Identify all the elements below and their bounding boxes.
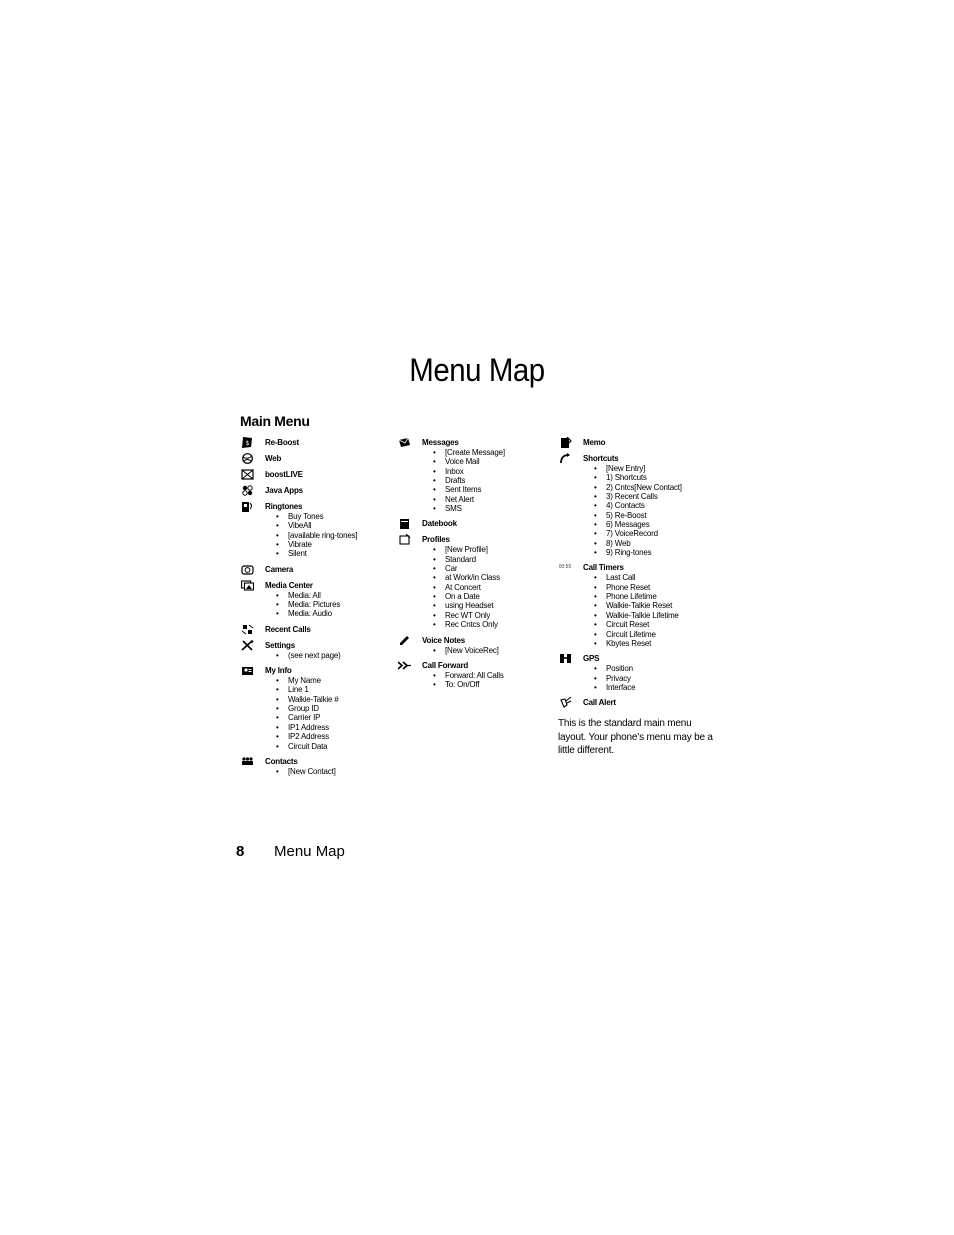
menu-item-camera [240,564,395,575]
submenu-item: • Privacy [583,674,713,683]
submenu-list [422,671,552,690]
menu-item-re-boost [240,437,395,448]
call-forward-icon [397,660,411,671]
submenu-item: • Line 1 [265,685,395,694]
menu-item-memo [558,437,713,448]
voice-notes-icon [397,635,411,646]
datebook-icon [397,518,411,529]
submenu-list [265,767,395,776]
svg-text:$: $ [245,440,249,447]
submenu-list [583,573,713,648]
menu-item-label: GPS [583,654,600,664]
submenu-item: • Buy Tones [265,512,395,521]
submenu-item: • Circuit Reset [583,620,713,629]
footer-label: Menu Map [274,843,345,860]
media-center-icon [240,580,254,591]
submenu-item: • Media: Pictures [265,600,395,609]
menu-item-label: Ringtones [265,502,303,511]
page-footer [236,843,345,860]
submenu-list [583,464,713,557]
submenu-item: • Circuit Data [265,742,395,751]
menu-item-datebook [397,518,552,529]
submenu-item: • Vibrate [265,540,395,549]
submenu-item: • Car [422,564,552,573]
submenu-item: • Standard [422,555,552,564]
submenu-item: • [New Entry] [583,464,713,473]
submenu-list [265,512,395,559]
boostlive-icon [240,469,254,480]
submenu-list [422,448,552,513]
submenu-item: • 7) VoiceRecord [583,529,713,538]
submenu-item: • Rec Cntcs Only [422,620,552,629]
submenu-item: • On a Date [422,592,552,601]
submenu-item: • [New VoiceRec] [422,646,552,655]
java-apps-icon [240,485,254,496]
submenu-item: • Media: Audio [265,609,395,618]
gps-icon [558,653,572,664]
submenu-item: • Phone Reset [583,583,713,592]
menu-item-boostlive [240,469,395,480]
submenu-item: • Net Alert [422,495,552,504]
submenu-item: • [New Contact] [265,767,395,776]
menu-item-profiles [397,534,552,629]
submenu-item: • 6) Messages [583,520,713,529]
submenu-item: • 9) Ring-tones [583,548,713,557]
menu-item-label: Call Timers [583,563,624,573]
reboost-icon [240,437,254,448]
menu-item-label: Recent Calls [265,624,311,634]
profiles-icon [397,534,411,545]
menu-item-label: Memo [583,438,606,447]
menu-item-call-alert [558,697,713,708]
submenu-item: • Silent [265,549,395,558]
menu-item-java-apps [240,485,395,496]
menu-item-label: Settings [265,640,295,650]
menu-item-label: Re-Boost [265,438,299,447]
menu-item-gps [558,653,713,692]
submenu-list [265,591,395,619]
menu-item-label: Contacts [265,756,298,766]
submenu-item: • VibeAll [265,521,395,530]
menu-item-contacts [240,756,395,776]
submenu-item: • Walkie-Talkie # [265,695,395,704]
submenu-item: • Sent Items [422,485,552,494]
call-timers-icon: 00:55 [558,564,572,571]
submenu-item: • Kbytes Reset [583,639,713,648]
menu-item-media-center [240,580,395,619]
submenu-item: • at Work/in Class [422,573,552,582]
menu-item-shortcuts [558,453,713,557]
submenu-item: • [available ring-tones] [265,531,395,540]
my-info-icon [240,665,254,676]
menu-column-2 [397,437,552,695]
menu-column-1 [240,437,395,781]
menu-item-my-info [240,665,395,751]
globe-icon [240,453,254,464]
submenu-item: • 1) Shortcuts [583,473,713,482]
menu-item-recent-calls [240,624,395,635]
menu-item-label: Voice Notes [422,635,465,645]
submenu-item: • (see next page) [265,651,395,660]
call-alert-icon [558,697,572,708]
menu-item-label: Datebook [422,519,457,529]
submenu-item: • Circuit Lifetime [583,630,713,639]
memo-icon [558,437,572,448]
submenu-item: • Media: All [265,591,395,600]
menu-item-call-forward [397,660,552,690]
menu-item-label: Call Alert [583,698,616,708]
menu-item-ringtones [240,501,395,559]
settings-tools-icon [240,640,254,651]
submenu-item: • 3) Recent Calls [583,492,713,501]
ringtones-icon [240,501,254,512]
submenu-item: • Drafts [422,476,552,485]
menu-item-label: Shortcuts [583,454,619,463]
submenu-item: • To: On/Off [422,680,552,689]
menu-item-label: boostLIVE [265,470,303,479]
camera-icon [240,564,254,575]
messages-icon [397,437,411,448]
menu-item-label: Call Forward [422,660,469,670]
shortcuts-icon [558,453,572,464]
submenu-item: • Walkie-Talkie Reset [583,601,713,610]
submenu-item: • IP2 Address [265,732,395,741]
submenu-item: • IP1 Address [265,723,395,732]
submenu-item: • Interface [583,683,713,692]
submenu-item: • [New Profile] [422,545,552,554]
submenu-list [422,646,552,655]
submenu-item: • Group ID [265,704,395,713]
menu-item-label: Java Apps [265,486,303,495]
submenu-list [265,676,395,751]
menu-item-voice-notes [397,635,552,655]
menu-item-label: Web [265,454,282,463]
submenu-list [265,651,395,660]
submenu-item: • SMS [422,504,552,513]
menu-column-3 [558,437,713,713]
page-title: Menu Map [409,352,545,388]
menu-item-web [240,453,395,464]
contacts-icon [240,756,254,767]
menu-item-label: Profiles [422,535,450,545]
submenu-item: • Rec WT Only [422,611,552,620]
section-heading: Main Menu [240,413,310,429]
submenu-list [583,664,713,692]
submenu-item: • Walkie-Talkie Lifetime [583,611,713,620]
submenu-item: • Last Call [583,573,713,582]
submenu-item: • 2) Cntcs[New Contact] [583,483,713,492]
submenu-item: • Voice Mail [422,457,552,466]
menu-item-settings [240,640,395,660]
submenu-item: • [Create Message] [422,448,552,457]
recent-calls-icon [240,624,254,635]
submenu-item: • 5) Re-Boost [583,511,713,520]
submenu-item: • 8) Web [583,539,713,548]
menu-note: This is the standard main menu layout. Your phone’s menu may be a little different. [558,718,713,756]
submenu-list [422,545,552,629]
submenu-item: • Inbox [422,467,552,476]
menu-item-label: Camera [265,564,294,574]
menu-item-label: Media Center [265,580,313,590]
submenu-item: • using Headset [422,601,552,610]
page-number: 8 [236,843,245,860]
menu-item-messages [397,437,552,513]
submenu-item: • Forward: All Calls [422,671,552,680]
submenu-item: • 4) Contacts [583,501,713,510]
submenu-item: • Phone Lifetime [583,592,713,601]
menu-item-label: Messages [422,438,459,447]
submenu-item: • My Name [265,676,395,685]
menu-item-label: My Info [265,666,292,676]
submenu-item: • At Concert [422,583,552,592]
submenu-item: • Position [583,664,713,673]
menu-item-call-timers [558,562,713,648]
submenu-item: • Carrier IP [265,713,395,722]
